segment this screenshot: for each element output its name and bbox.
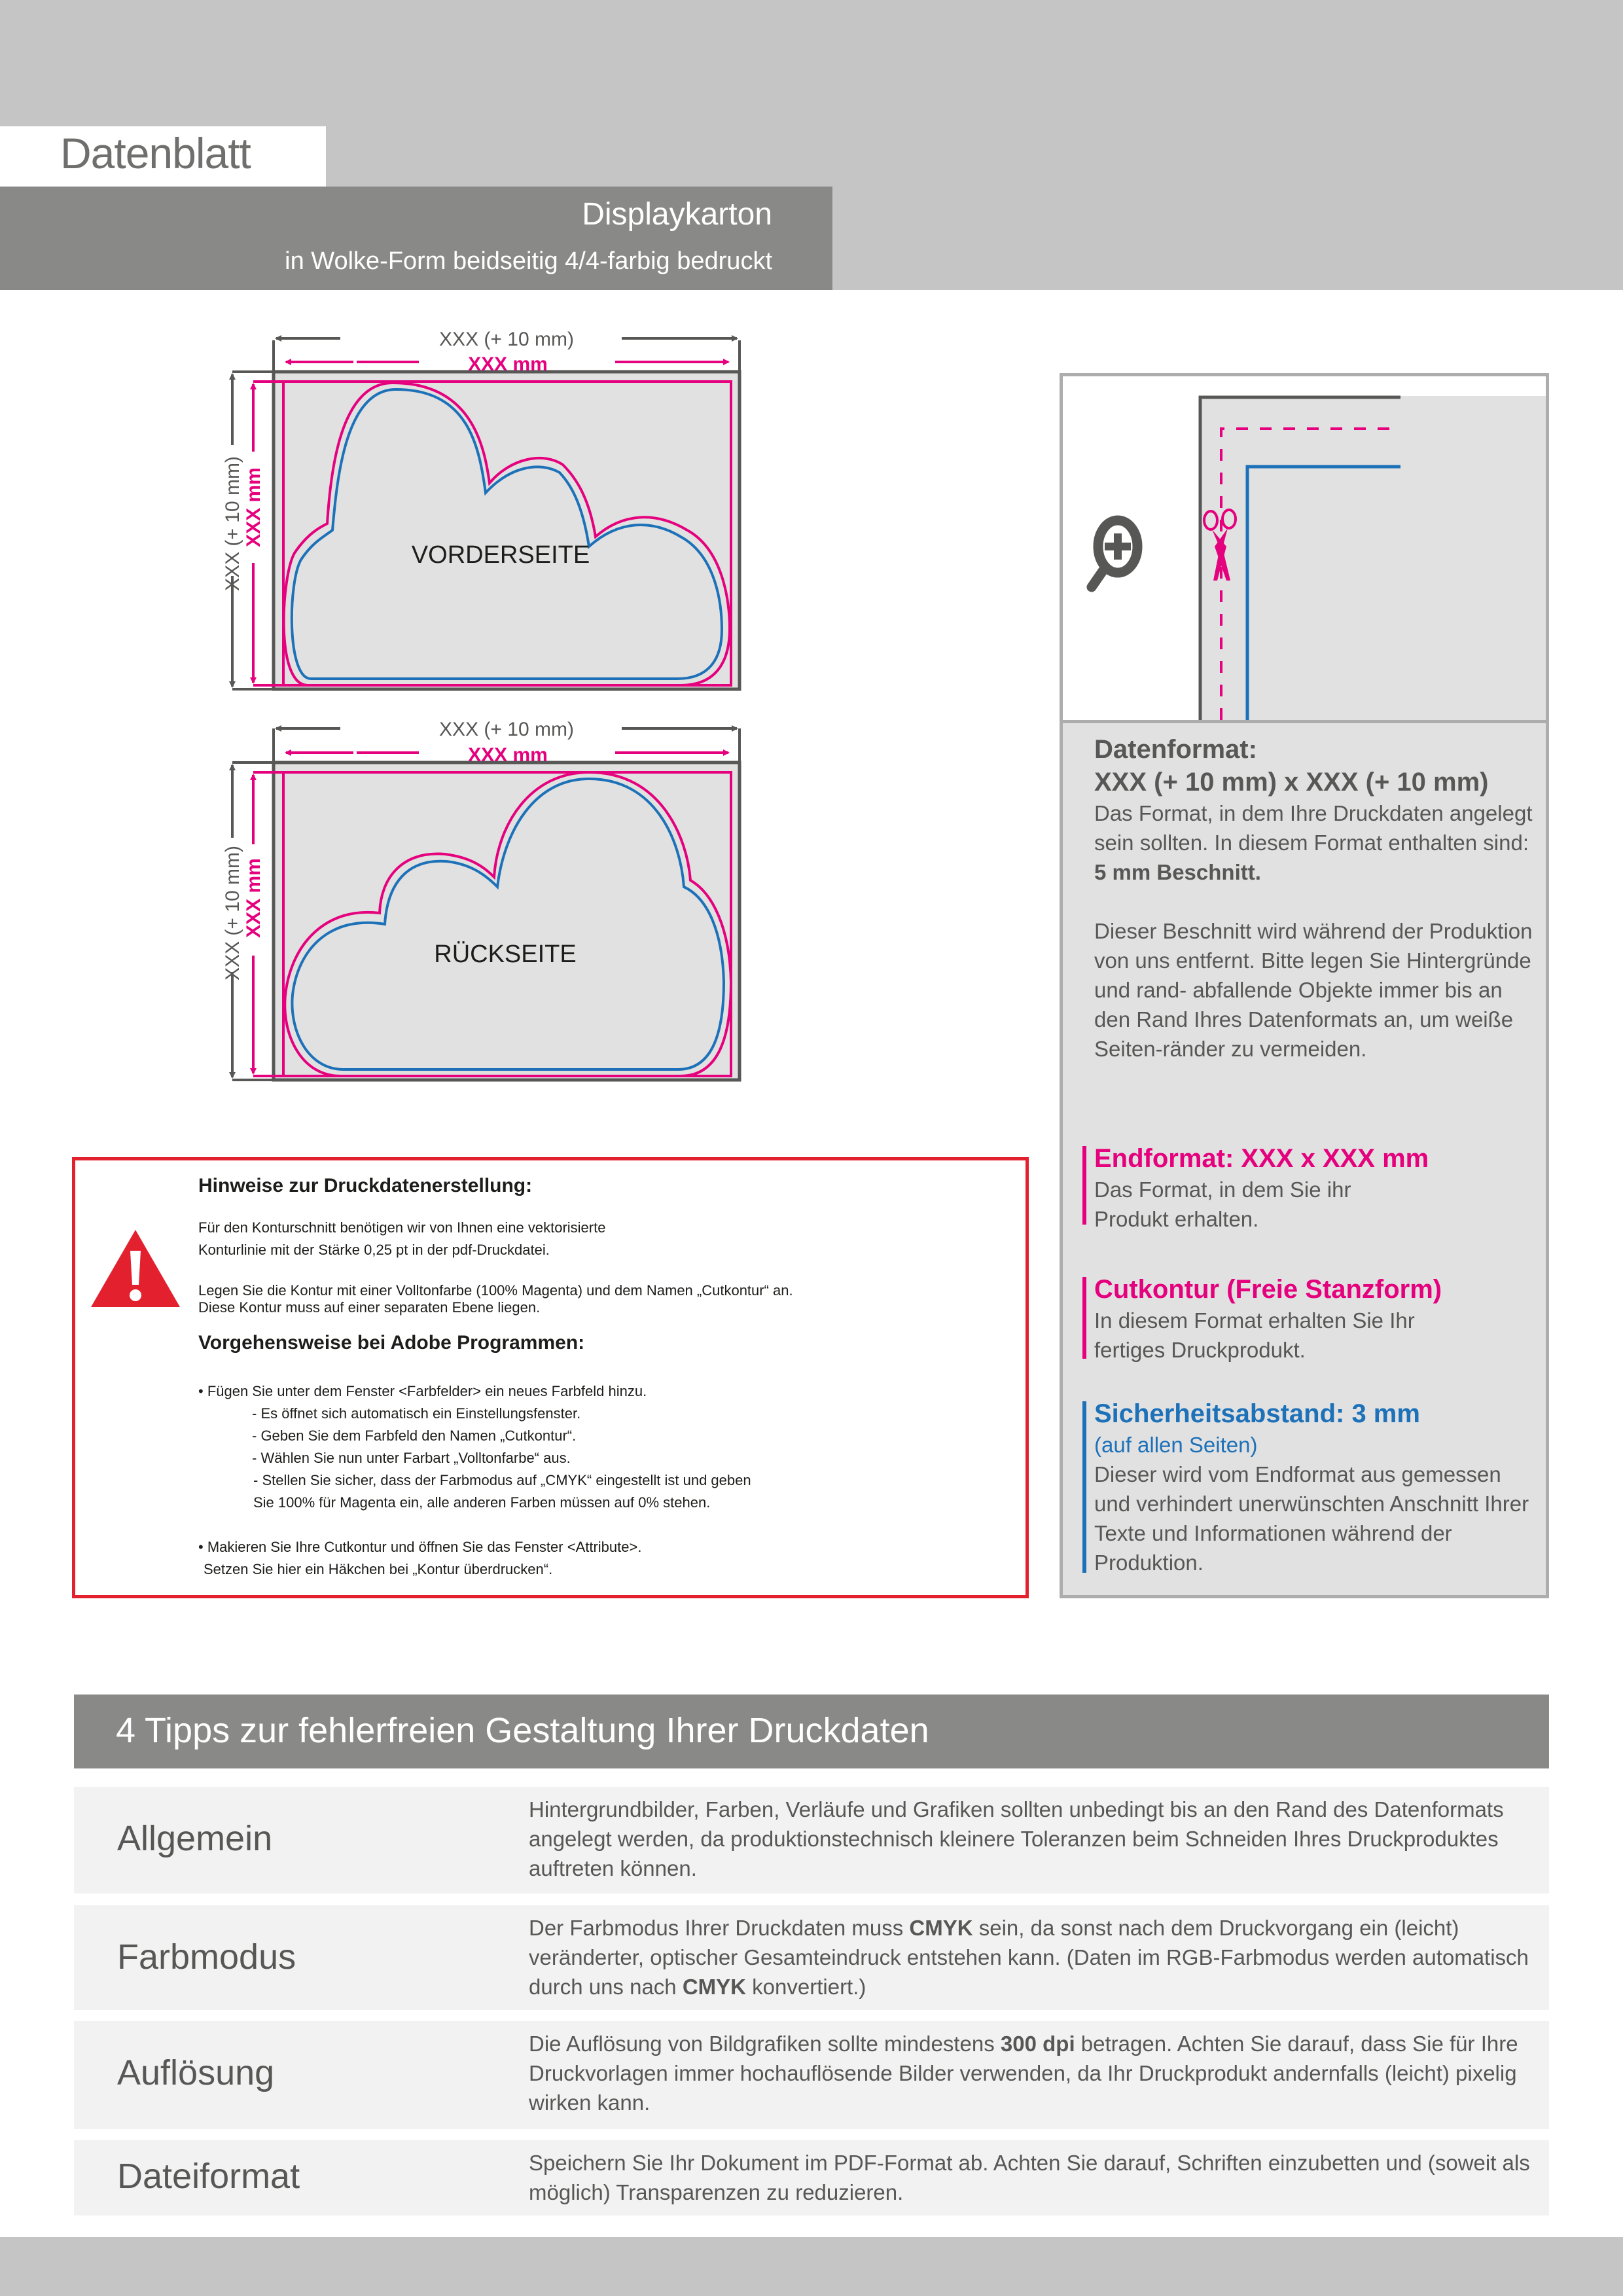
sicherheitsabstand-section	[1094, 1397, 1539, 1577]
datenformat-text: Das Format, in dem Ihre Druckdaten angelegt sein sollten. In diesem Format enthalten sind:	[1094, 801, 1533, 855]
datenformat-text-1	[1094, 798, 1539, 887]
tip-text-part: betragen. Achten Sie darauf, dass Sie für Ihre Druckvorlagen immer hochauflösende Bilder verwenden, da Ihr Druckprodukt andernfalls (leicht) pixelig wirken kann.	[529, 2032, 1518, 2115]
datenformat-value: XXX (+ 10 mm) x XXX (+ 10 mm)	[1094, 768, 1489, 797]
step-item: - Wählen Sie nun unter Farbart „Volltonfarbe“ aus.	[252, 1450, 571, 1466]
height-inner-label: XXX mm	[243, 467, 264, 547]
tip-text	[529, 2029, 1537, 2117]
tip-label: Farbmodus	[117, 1937, 296, 1977]
tip-text-part: Der Farbmodus Ihrer Druckdaten muss	[529, 1916, 910, 1940]
tip-text-bold: 300 dpi	[1000, 2032, 1075, 2056]
endformat-text: Das Format, in dem Sie ihr Produkt erhalten.	[1094, 1177, 1351, 1231]
tip-label: Allgemein	[117, 1819, 273, 1858]
footer-band	[0, 2237, 1623, 2296]
height-inner-label: XXX mm	[243, 858, 264, 938]
detail-illustration	[1063, 376, 1546, 720]
bleed-value: 5 mm Beschnitt.	[1094, 860, 1261, 884]
tip-text-part: konvertiert.)	[746, 1975, 866, 1999]
magenta-marker	[1082, 1146, 1086, 1225]
step-item: - Stellen Sie sicher, dass der Farbmodus auf „CMYK“ eingestellt ist und geben	[253, 1472, 751, 1488]
tip-row-farbmodus	[74, 1905, 1549, 2010]
notes-para-2-line-1: Legen Sie die Kontur mit einer Volltonfarbe (100% Magenta) und dem Namen „Cutkontur“ an.	[198, 1282, 793, 1299]
product-subtitle: in Wolke-Form beidseitig 4/4-farbig bedruckt	[285, 247, 772, 275]
tip-text: Hintergrundbilder, Farben, Verläufe und Grafiken sollten unbedingt bis an den Rand des Datenformats angelegt werden, da produktionstechnisch kleinere Toleranzen beim Schneiden Ihres Druckproduktes auftreten können.	[529, 1797, 1504, 1880]
notes-para-1-line-2: Konturlinie mit der Stärke 0,25 pt in der pdf-Druckdatei.	[198, 1242, 550, 1258]
height-outer-label: XXX (+ 10 mm)	[222, 846, 243, 980]
height-outer-label: XXX (+ 10 mm)	[222, 456, 243, 591]
warning-icon	[90, 1229, 181, 1310]
endformat-section	[1094, 1142, 1539, 1234]
cutkontur-heading: Cutkontur (Freie Stanzform)	[1094, 1275, 1442, 1304]
adobe-heading: Vorgehensweise bei Adobe Programmen:	[198, 1332, 585, 1354]
datenformat-text-2: Dieser Beschnitt wird während der Produktion von uns entfernt. Bitte legen Sie Hintergründe und rand- abfallende Objekte immer bis an den Rand Ihres Datenformats an, um weiße Seiten-ränder zu vermeiden.	[1094, 919, 1533, 1061]
front-diagram	[222, 329, 740, 689]
notes-para-2-line-2: Diese Kontur muss auf einer separaten Ebene liegen.	[198, 1299, 541, 1316]
sicherheitsabstand-text: Dieser wird vom Endformat aus gemessen und verhindert unerwünschten Anschnitt Ihrer Texte und Informationen während der Produktion.	[1094, 1462, 1529, 1575]
tip-text-part: Die Auflösung von Bildgrafiken sollte mindestens	[529, 2032, 1001, 2056]
side-label-back: RÜCKSEITE	[434, 941, 577, 968]
page-title: Datenblatt	[60, 129, 251, 177]
tip-text	[529, 1913, 1537, 2001]
blue-marker	[1082, 1401, 1086, 1573]
tip-label: Dateiformat	[117, 2157, 300, 2196]
tip-text-bold: CMYK	[909, 1916, 973, 1940]
data-format-rect	[274, 762, 740, 1080]
datenformat-section	[1094, 733, 1539, 1064]
width-inner-label: XXX mm	[468, 744, 548, 766]
notes-para-1-line-1: Für den Konturschnitt benötigen wir von Ihnen eine vektorisierte	[198, 1219, 606, 1236]
step-item: - Geben Sie dem Farbfeld den Namen „Cutkontur“.	[252, 1427, 577, 1444]
final-step-line-1: • Makieren Sie Ihre Cutkontur und öffnen Sie das Fenster <Attribute>.	[198, 1539, 642, 1555]
tips-title: 4 Tipps zur fehlerfreien Gestaltung Ihrer Druckdaten	[116, 1711, 929, 1750]
step-item: Sie 100% für Magenta ein, alle anderen Farben müssen auf 0% stehen.	[253, 1494, 711, 1511]
final-step-line-2: Setzen Sie hier ein Häkchen bei „Kontur überdrucken“.	[204, 1561, 553, 1577]
cutkontur-text: In diesem Format erhalten Sie Ihr fertiges Druckprodukt.	[1094, 1308, 1415, 1362]
tip-row-allgemein	[74, 1787, 1549, 1893]
step-item: - Es öffnet sich automatisch ein Einstellungsfenster.	[252, 1405, 581, 1422]
tip-label: Auflösung	[117, 2053, 275, 2092]
product-title: Displaykarton	[582, 197, 772, 232]
cutkontur-section	[1094, 1273, 1539, 1365]
tips-header	[74, 1695, 1549, 1768]
zoom-detail	[1063, 376, 1546, 723]
tip-row-dateiformat	[74, 2140, 1549, 2215]
tip-text-bold: CMYK	[682, 1975, 746, 1999]
sicherheitsabstand-heading: Sicherheitsabstand: 3 mm	[1094, 1399, 1420, 1428]
info-panel	[1060, 373, 1549, 1598]
magenta-marker	[1082, 1277, 1086, 1359]
side-label-front: VORDERSEITE	[411, 541, 590, 569]
tip-text: Speichern Sie Ihr Dokument im PDF-Format ab. Achten Sie darauf, Schriften einzubetten und (soweit als möglich) Transparenzen zu reduzieren.	[529, 2151, 1530, 2204]
notes-heading: Hinweise zur Druckdatenerstellung:	[198, 1175, 533, 1196]
back-diagram	[222, 719, 740, 1080]
step-item: • Fügen Sie unter dem Fenster <Farbfelder> ein neues Farbfeld hinzu.	[198, 1383, 647, 1399]
zoom-in-icon	[1092, 520, 1137, 587]
width-outer-label: XXX (+ 10 mm)	[439, 719, 574, 740]
datenformat-heading: Datenformat:	[1094, 735, 1257, 764]
width-inner-label: XXX mm	[468, 353, 548, 375]
tip-row-aufloesung	[74, 2021, 1549, 2129]
tip-text-part: sein, da sonst nach dem Druckvorgang ein (leicht) veränderter, optischer Gesamteindruck entstehen kann. (Daten im RGB-Farbmodus werden automatisch durch uns nach	[529, 1916, 1529, 1999]
width-outer-label: XXX (+ 10 mm)	[439, 329, 574, 350]
endformat-heading: Endformat: XXX x XXX mm	[1094, 1144, 1429, 1173]
print-notes-box	[72, 1157, 1029, 1598]
sicherheitsabstand-subheading: (auf allen Seiten)	[1094, 1433, 1258, 1457]
cut-diagrams	[0, 0, 1047, 1113]
